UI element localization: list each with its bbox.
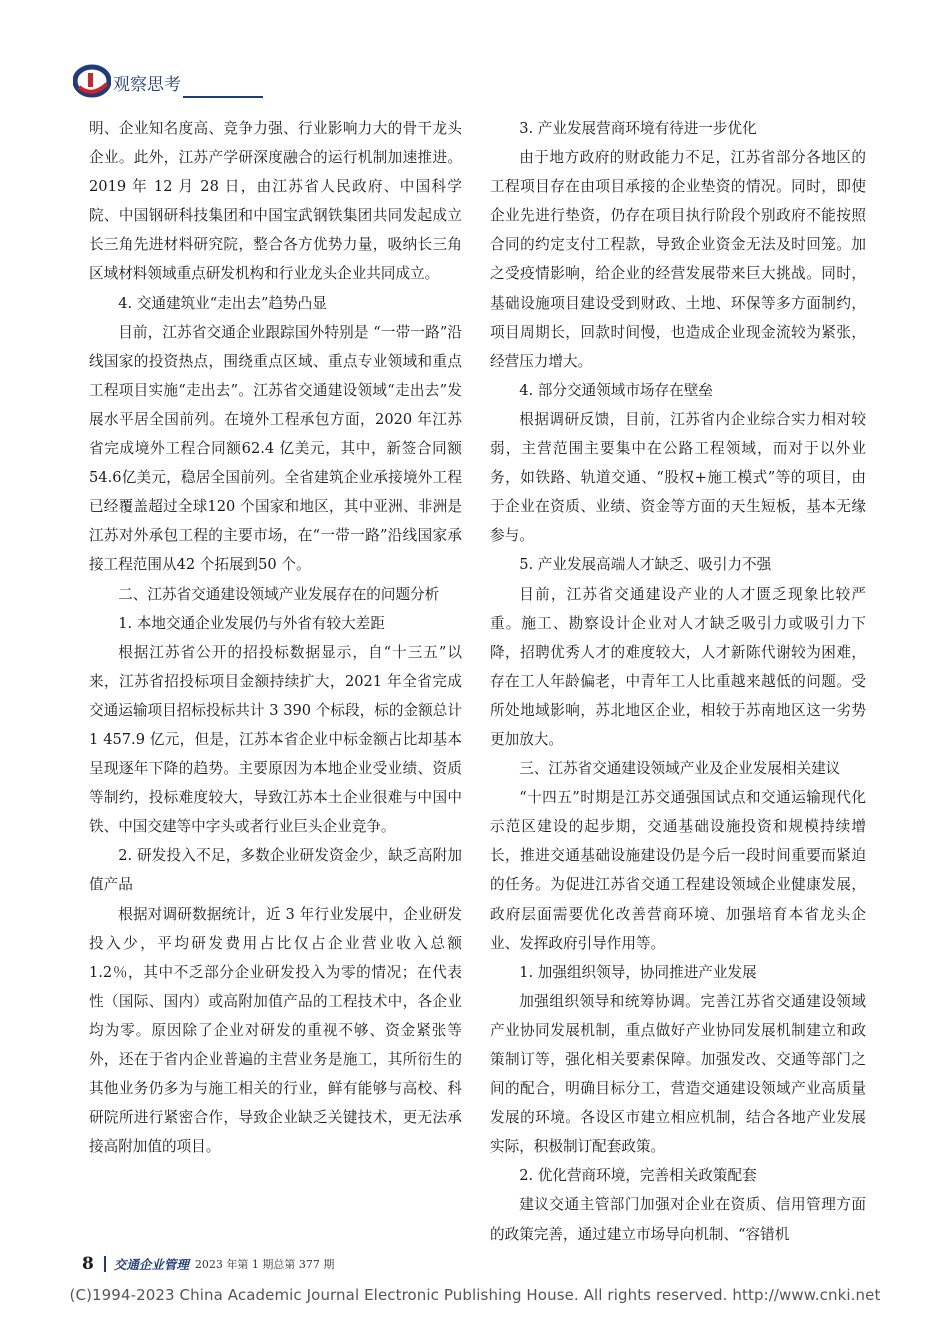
section-heading: 5. 产业发展高端人才缺乏、吸引力不强 [519, 556, 772, 574]
paragraph: 根据调研反馈，目前，江苏省内企业综合实力相对较弱，主营范围主要集中在公路工程领域，而对于以外业务，如铁路、轨道交通、“股权+施工模式”等的项目，由于企业在资质、业绩、资金等方面的天生短板，基本无缘参与。 [490, 410, 866, 545]
section-heading: 三、江苏省交通建设领域产业及企业发展相关建议 [519, 760, 841, 778]
section-heading: 1. 本地交通企业发展仍与外省有较大差距 [118, 614, 385, 632]
paragraph: 目前，江苏省交通建设产业的人才匮乏现象比较严重。施工、勘察设计企业对人才缺乏吸引力或吸引力下降，招聘优秀人才的难度较大，人才新陈代谢较为困难，存在工人年龄偏老，中青年工人比重越来越低的问题。受所处地域影响，苏北地区企业，相较于苏南地区这一劣势更加放大。 [490, 585, 866, 748]
footer-divider [104, 1256, 106, 1272]
section-heading: 4. 交通建筑业“走出去”趋势凸显 [118, 294, 327, 312]
issue-info: 2023 年第 1 期总第 377 期 [194, 1258, 335, 1271]
paragraph: 明、企业知名度高、竞争力强、行业影响力大的骨干龙头企业。此外，江苏产学研深度融合的运行机制加速推进。2019 年 12 月 28 日，由江苏省人民政府、中国科学院、中国钢研科技集团和中国宝武钢铁集团共同发起成立长三角先进材料研究院，整合各方优势力量，吸纳长三角区域材料领域重点研发机构和行业龙头企业共同成立。 [89, 120, 462, 283]
page-number: 8 [82, 1254, 94, 1274]
journal-name: 交通企业管理 [113, 1257, 189, 1272]
paragraph: 由于地方政府的财政能力不足，江苏省部分各地区的工程项目存在由项目承接的企业垫资的情况。同时，即使企业先进行垫资，仍存在项目执行阶段个别政府不能按照合同的约定支付工程款，导致企业资金无法及时回笼。加之受疫情影响，给企业的经营发展带来巨大挑战。同时，基础设施项目建设受到财政、土地、环保等多方面制约，项目周期长，回款时间慢，也造成企业现金流较为紧张，经营压力增大。 [490, 149, 866, 370]
section-label: 观察思考 [113, 75, 181, 95]
paragraph: 目前，江苏省交通企业跟踪国外特别是 “一带一路”沿线国家的投资热点，围绕重点区域、重点专业领域和重点工程项目实施“走出去”。江苏省交通建设领域“走出去”发展水平居全国前列。在境外工程承包方面，2020 年江苏省完成境外工程合同额62.4 亿美元，其中，新签合同额54.6亿美元，稳居全国前列。全省建筑企业承接境外工程已经覆盖超过全球120 个国家和地区，其中亚洲、非洲是江苏对外承包工程的主要市场，在“一带一路”沿线国家承接工程范围从42 个拓展到50 个。 [89, 323, 462, 574]
right-column [490, 114, 866, 1249]
copyright-notice: (C)1994-2023 China Academic Journal Electronic Publishing House. All rights reserved. http://www.cnki.net [69, 1286, 881, 1304]
section-heading: 二、江苏省交通建设领域产业发展存在的问题分析 [118, 585, 440, 603]
paragraph: “十四五”时期是江苏交通强国试点和交通运输现代化示范区建设的起步期，交通基础设施投资和规模持续增长，推进交通基础设施建设仍是今后一段时间重要而紧迫的任务。为促进江苏省交通工程建设领域企业健康发展，政府层面需要优化改善营商环境、加强培育本省龙头企业、发挥政府引导作用等。 [490, 789, 866, 952]
section-heading: 4. 部分交通领域市场存在壁垒 [519, 381, 713, 399]
paragraph: 根据江苏省公开的招投标数据显示，自“十三五”以来，江苏省招投标项目金额持续扩大，2021 年全省完成交通运输项目招标投标共计 3 390 个标段，标的金额总计 1 457.9 亿元，但是，江苏本省企业中标金额占比却基本呈现逐年下降的趋势。主要原因为本地企业受业绩、资质等制约，投标难度较大，导致江苏本土企业很难与中国中铁、中国交建等中字头或者行业巨头企业竞争。 [89, 643, 462, 836]
paragraph: 加强组织领导和统筹协调。完善江苏省交通建设领域产业协同发展机制，重点做好产业协同发展机制建立和政策制订等，强化相关要素保障。加强发改、交通等部门之间的配合，明确目标分工，营造交通建设领域产业高质量发展的环境。各设区市建立相应机制，结合各地产业发展实际，积极制订配套政策。 [490, 992, 866, 1156]
journal-logo-icon [73, 64, 111, 98]
section-heading: 2. 优化营商环境，完善相关政策配套 [519, 1167, 757, 1185]
paragraph: 根据对调研数据统计，近 3 年行业发展中，企业研发投入少，平均研发费用占比仅占企业营业收入总额1.2％，其中不乏部分企业研发投入为零的情况；在代表性（国际、国内）或高附加值产品的工程技术中，各企业均为零。原因除了企业对研发的重视不够、资金紧张等外，还在于省内企业普遍的主营业务是施工，其所衍生的其他业务仍多为与施工相关的行业，鲜有能够与高校、科研院所进行紧密合作，导致企业缺乏关键技术，更无法承接高附加值的项目。 [89, 905, 462, 1156]
section-heading: 1. 加强组织领导，协同推进产业发展 [519, 963, 757, 981]
page-footer [82, 1253, 334, 1275]
paragraph: 建议交通主管部门加强对企业在资质、信用管理方面的政策完善，通过建立市场导向机制、“容错机 [490, 1196, 866, 1243]
section-heading: 2. 研发投入不足，多数企业研发资金少，缺乏高附加值产品 [89, 847, 462, 894]
left-column [89, 114, 462, 1161]
header-underline [183, 96, 263, 98]
section-heading: 3. 产业发展营商环境有待进一步优化 [519, 120, 757, 137]
